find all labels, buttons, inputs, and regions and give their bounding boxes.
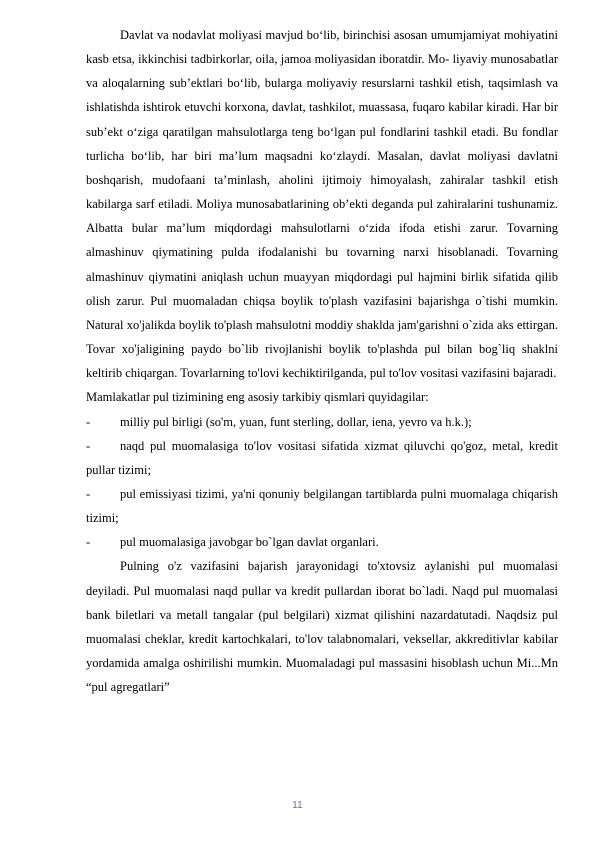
paragraph-moliya-subektlari: Davlat va nodavlat moliyasi mavjud bo‘lib, birinchisi asosan umumjamiyat mohiyatini kasb etsa, ikkinchisi tadbirkorlar, oila, jamoa moliyasidan iboratdir. Mo- liyaviy munosabatlar va aloqalarning sub’ektlari bo‘lib, bularga moliyaviy resurslarni tashkil etish, taqsimlash va ishlatishda ishtirok etuvchi korxona, davlat, tashkilot, muassasa, fuqaro kabilar kiradi. Har bir sub’ekt o‘ziga qaratilgan mahsulotlarga teng bo‘lgan pul fondlarini tashkil etadi. Bu fondlar turlicha bo‘lib, har biri ma’lum maqsadni ko‘zlaydi. Masalan, davlat moliyasi davlatni boshqarish, mudofaani ta’minlash, aholini ijtimoiy himoyalash, zahiralar tashkil etish kabilarga sarf etiladi. Moliya munosabatlarining ob’ekti deganda pul zahiralarini tushunamiz. Albatta bular ma’lum miqdordagi mahsulotlarni o‘zida ifoda etishi zarur. Tovarning almashinuv qiymatining pulda ifodalanishi bu tovarning narxi hisoblanadi. Tovarning almashinuv qiymatini aniqlash uchun muayyan miqdordagi pul hajmini birlik sifatida qilib olish zarur. Pul muomaladan chiqsa boylik to'plash vazifasini bajarishga o`tishi mumkin. Natural xo'jalikda boylik to'plash mahsulotni moddiy shaklda jam'garishni o`zida aks ettirgan. Tovar xo'jaligining paydo bo`lib rivojlanishi boylik to'plashda pul bilan bog`liq shaklni keltirib chiqargan. Tovarlarning to'lovi kechiktirilganda, pul to'lov vositasi vazifasini bajaradi. <box>86 28 558 381</box>
page-number: 11 <box>292 800 303 811</box>
list-item <box>86 482 558 530</box>
list-marker: - <box>86 535 91 550</box>
list-item-text: pul emissiyasi tizimi, ya'ni qonuniy belgilangan tartiblarda pulni muomalaga chiqarish tizimi; <box>86 486 558 526</box>
list-item <box>86 530 558 554</box>
list-item-text: pul muomalasiga javobgar bo`lgan davlat organlari. <box>120 535 379 550</box>
document-body <box>86 23 558 699</box>
list-marker: - <box>86 486 91 501</box>
list-marker: - <box>86 438 91 453</box>
list-intro: Mamlakatlar pul tizimining eng asosiy tarkibiy qismlari quyidagilar: <box>86 390 429 405</box>
list-marker: - <box>86 414 91 429</box>
list-item-text: naqd pul muomalasiga to'lov vositasi sifatida xizmat qiluvchi qo'goz, metal, kredit pullar tizimi; <box>86 438 558 477</box>
list-item-text: milliy pul birligi (so'm, yuan, funt sterling, dollar, iena, yevro va h.k.); <box>120 414 472 429</box>
list-item <box>86 410 558 434</box>
list-item <box>86 434 558 482</box>
paragraph-pul-muomalasi: Pulning o'z vazifasini bajarish jarayonidagi to'xtovsiz aylanishi pul muomalasi deyiladi. Pul muomalasi naqd pullar va kredit pullardan iborat bo`ladi. Naqd pul muomalasi bank biletlari va metall tangalar (pul belgilari) xizmat qilishini nazardatutadi. Naqdsiz pul muomalasi cheklar, kredit kartochkalari, to'lov talabnomalari, veksellar, akkreditivlar kabilar yordamida amalga oshirilishi mumkin. Muomaladagi pul massasini hisoblash uchun Mi...Mn “pul agregatlari” <box>86 559 558 695</box>
